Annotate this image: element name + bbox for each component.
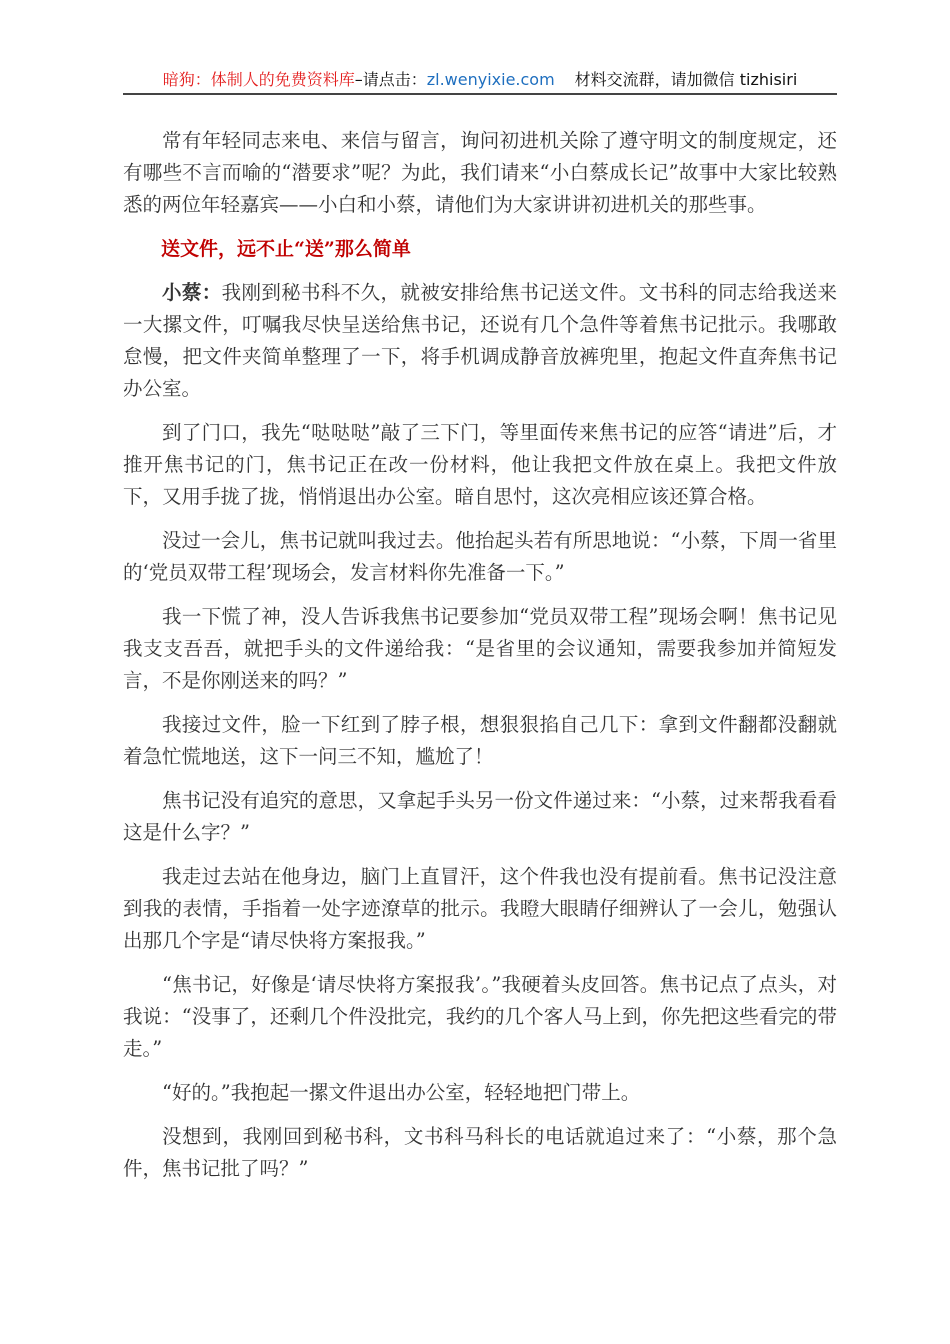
paragraph: 没过一会儿，焦书记就叫我过去。他抬起头若有所思地说：“小蔡，下周一省里的‘党员双带工程’现场会，发言材料你先准备一下。” <box>123 529 837 584</box>
paragraph: 到了门口，我先“哒哒哒”敲了三下门，等里面传来焦书记的应答“请进”后，才推开焦书记的门，焦书记正在改一份材料，他让我把文件放在桌上。我把文件放下，又用手拢了拢，悄悄退出办公室。暗自思忖，这次亮相应该还算合格。 <box>123 421 837 508</box>
paragraph: 我一下慌了神，没人告诉我焦书记要参加“党员双带工程”现场会啊！焦书记见我支支吾吾，就把手头的文件递给我：“是省里的会议通知，需要我参加并简短发言，不是你刚送来的吗？” <box>123 605 837 692</box>
paragraph: 焦书记没有追究的意思，又拿起手头另一份文件递过来：“小蔡，过来帮我看看这是什么字？” <box>123 789 837 844</box>
speaker-label: 小蔡： <box>162 281 222 304</box>
site-link[interactable]: zl.wenyixie.com <box>426 70 555 89</box>
site-name: 暗狗：体制人的免费资料库 <box>162 70 355 89</box>
intro-paragraph: 常有年轻同志来电、来信与留言，询问初进机关除了遵守明文的制度规定，还有哪些不言而喻的“潜要求”呢？为此，我们请来“小白蔡成长记”故事中大家比较熟悉的两位年轻嘉宾——小白和小蔡，请他们为大家讲讲初进机关的那些事。 <box>123 129 837 216</box>
article-body <box>123 125 837 1197</box>
section-title: 送文件，远不止“送”那么简单 <box>161 238 411 260</box>
paragraph-text: 我刚到秘书科不久，就被安排给焦书记送文件。文书科的同志给我送来一大摞文件，叮嘱我尽快呈送给焦书记，还说有几个急件等着焦书记批示。我哪敢怠慢，把文件夹简单整理了一下，将手机调成静音放裤兜里，抱起文件直奔焦书记办公室。 <box>123 281 837 400</box>
paragraph: “焦书记，好像是‘请尽快将方案报我’。”我硬着头皮回答。焦书记点了点头，对我说：“没事了，还剩几个件没批完，我约的几个客人马上到，你先把这些看完的带走。” <box>123 973 837 1060</box>
paragraph: 没想到，我刚回到秘书科，文书科马科长的电话就追过来了：“小蔡，那个急件，焦书记批了吗？” <box>123 1125 837 1180</box>
paragraph: 我接过文件，脸一下红到了脖子根，想狠狠掐自己几下：拿到文件翻都没翻就着急忙慌地送，这下一问三不知，尴尬了！ <box>123 713 837 768</box>
page-header <box>123 68 837 95</box>
group-text: 材料交流群，请加微信 tizhisiri <box>574 70 798 89</box>
paragraph: “好的。”我抱起一摞文件退出办公室，轻轻地把门带上。 <box>162 1081 641 1104</box>
paragraph: 我走过去站在他身边，脑门上直冒汗，这个件我也没有提前看。焦书记没注意到我的表情，手指着一处字迹潦草的批示。我瞪大眼睛仔细辨认了一会儿，勉强认出那几个字是“请尽快将方案报我。” <box>123 865 837 952</box>
click-label: –请点击： <box>354 70 427 89</box>
paragraph <box>123 277 837 405</box>
